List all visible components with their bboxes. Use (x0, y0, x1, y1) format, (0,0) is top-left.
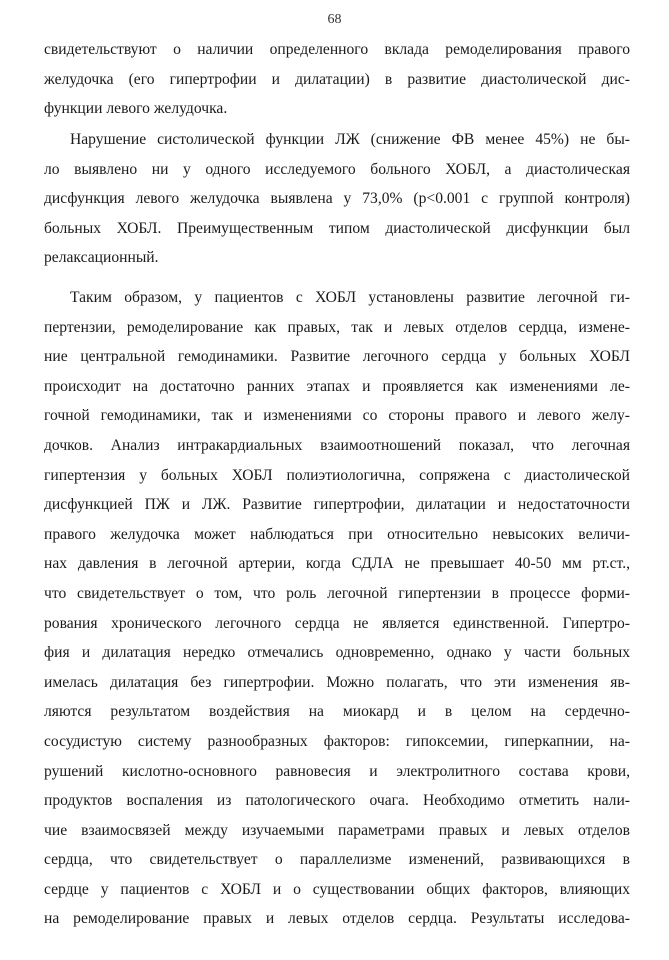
text-line: Нарушение систолической функции ЛЖ (снижение ФВ менее 45%) не бы- (70, 131, 630, 148)
text-line: нах давления в легочной артерии, когда СДЛА не превышает 40-50 мм рт.ст., (44, 555, 630, 573)
text-line: фия и дилатация нередко отмечались одновременно, однако у части больных (44, 644, 630, 662)
text-line: рования хронического легочного сердца не является единственной. Гипертро- (44, 614, 630, 632)
text-line: что свидетельствует о том, что роль легочной гипертензии в процессе форми- (44, 584, 630, 602)
paragraph-continuation (44, 35, 630, 124)
text-line: ние центральной гемодинамики. Развитие легочного сердца у больных ХОБЛ (44, 348, 630, 366)
page-number: 68 (327, 12, 342, 27)
text-line: релаксационный. (44, 249, 159, 267)
text-line: происходит на достаточно ранних этапах и проявляется как изменениями ле- (44, 377, 630, 395)
text-line: дисфункция левого желудочка выявлена у 73,0% (p<0.001 с группой контроля) (44, 190, 630, 208)
text-line: гипертензия у больных ХОБЛ полиэтиологична, сопряжена с диастолической (44, 466, 630, 484)
text-line: рушений кислотно-основного равновесия и электролитного состава крови, (44, 762, 630, 780)
text-line: желудочка (его гипертрофии и дилатации) в развитие диастолической дис- (44, 70, 630, 88)
text-line: сердце у пациентов с ХОБЛ и о существовании общих факторов, влияющих (44, 880, 630, 898)
paragraph-conclusion (44, 283, 630, 934)
text-line: свидетельствуют о наличии определенного вклада ремоделирования правого (44, 41, 630, 58)
text-line: чие взаимосвязей между изучаемыми параметрами правых и левых отделов (44, 821, 630, 839)
text-line: Таким образом, у пациентов с ХОБЛ установлены развитие легочной ги- (70, 289, 630, 306)
text-line: дисфункцией ПЖ и ЛЖ. Развитие гипертрофии, дилатации и недостаточности (44, 496, 630, 514)
text-line: функции левого желудочка. (44, 100, 228, 118)
text-line: сердца, что свидетельствует о параллелизме изменений, развивающихся в (44, 851, 630, 869)
text-line: продуктов воспаления из патологического очага. Необходимо отметить нали- (44, 792, 630, 810)
text-line: ляются результатом воздействия на миокард и в целом на сердечно- (44, 703, 630, 721)
text-line: гочной гемодинамики, так и изменениями со стороны правого и левого желу- (44, 407, 630, 425)
text-line: правого желудочка может наблюдаться при относительно невысоких величи- (44, 525, 630, 543)
text-line: больных ХОБЛ. Преимущественным типом диастолической дисфункции был (44, 219, 630, 237)
text-line: пертензии, ремоделирование как правых, так и левых отделов сердца, измене- (44, 318, 630, 336)
text-line: ло выявлено ни у одного исследуемого больного ХОБЛ, а диастолическая (44, 160, 630, 178)
paragraph-systolic-function (44, 125, 630, 273)
text-line: сосудистую систему разнообразных факторов: гипоксемии, гиперкапнии, на- (44, 732, 630, 750)
text-line: имелась дилатация без гипертрофии. Можно полагать, что эти изменения яв- (44, 673, 630, 691)
text-line: дочков. Анализ интракардиальных взаимоотношений показал, что легочная (44, 436, 630, 454)
text-line: на ремоделирование правых и левых отделов сердца. Результаты исследова- (44, 910, 630, 928)
